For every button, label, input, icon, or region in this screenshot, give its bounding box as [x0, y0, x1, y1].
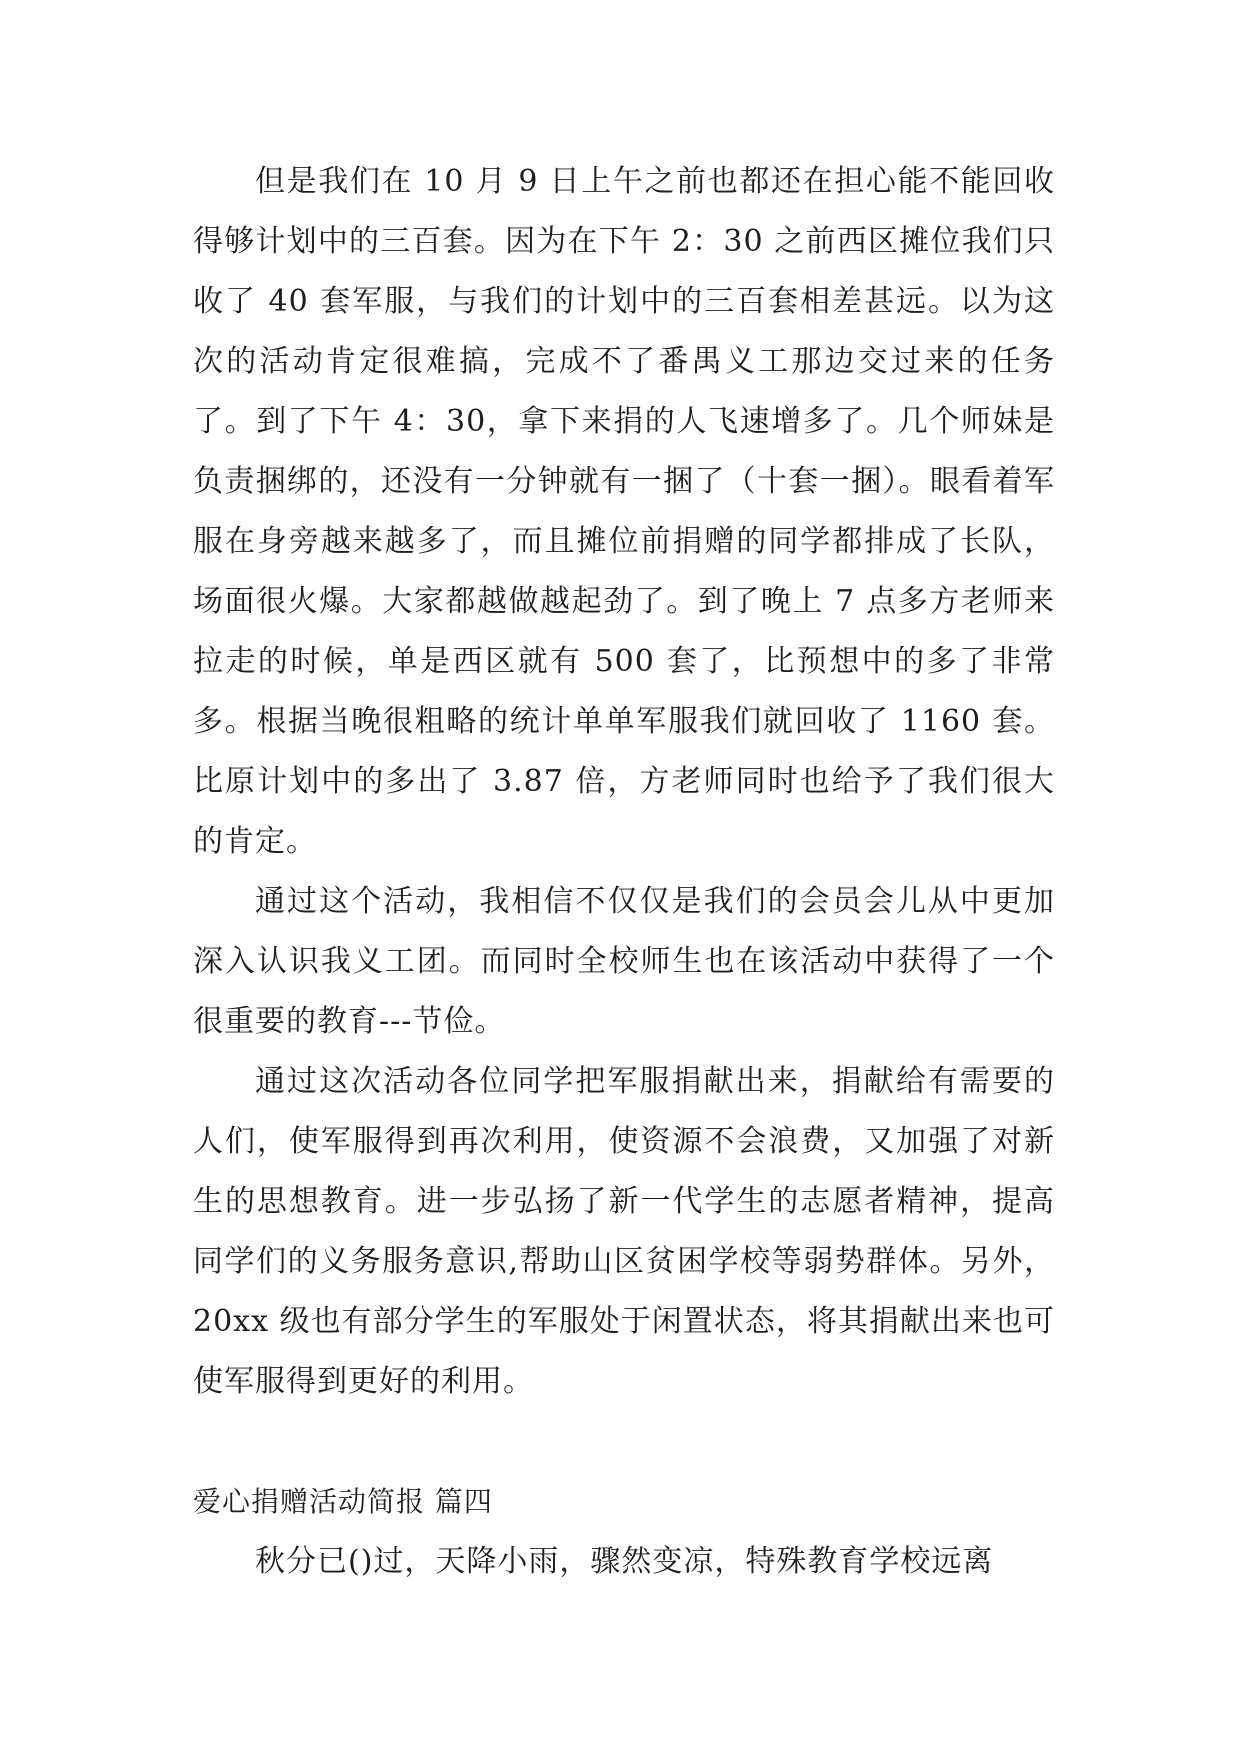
- paragraph-section-four-intro: 秋分已()过，天降小雨，骤然变凉，特殊教育学校远离: [255, 1544, 994, 1579]
- paragraph-activity-reflection: 通过这个活动，我相信不仅仅是我们的会员会儿从中更加深入认识我义工团。而同时全校师生也在该活动中获得了一个很重要的教育---节俭。: [193, 884, 1055, 1039]
- paragraph-activity-significance: 通过这次活动各位同学把军服捐献出来，捐献给有需要的人们，使军服得到再次利用，使资源不会浪费，又加强了对新生的思想教育。进一步弘扬了新一代学生的志愿者精神，提高同学们的义务服务意识,帮助山区贫困学校等弱势群体。另外，20xx 级也有部分学生的军服处于闲置状态，将其捐献出来也可使军服得到更好的利用。: [193, 1064, 1055, 1399]
- section-heading: 爱心捐赠活动简报 篇四: [193, 1485, 493, 1518]
- paragraph-collection-progress: 但是我们在 10 月 9 日上午之前也都还在担心能不能回收得够计划中的三百套。因为在下午 2：30 之前西区摊位我们只收了 40 套军服，与我们的计划中的三百套相差甚远。以为这次的活动肯定很难搞，完成不了番禺义工那边交过来的任务了。到了下午 4：30，拿下来捐的人飞速增多了。几个师妹是负责捆绑的，还没有一分钟就有一捆了（十套一捆）。眼看着军服在身旁越来越多了，而且摊位前捐赠的同学都排成了长队，场面很火爆。大家都越做越起劲了。到了晚上 7 点多方老师来拉走的时候，单是西区就有 500 套了，比预想中的多了非常多。根据当晚很粗略的统计单单军服我们就回收了 1160 套。比原计划中的多出了 3.87 倍，方老师同时也给予了我们很大的肯定。: [193, 164, 1055, 859]
- document-body: [193, 152, 1055, 1592]
